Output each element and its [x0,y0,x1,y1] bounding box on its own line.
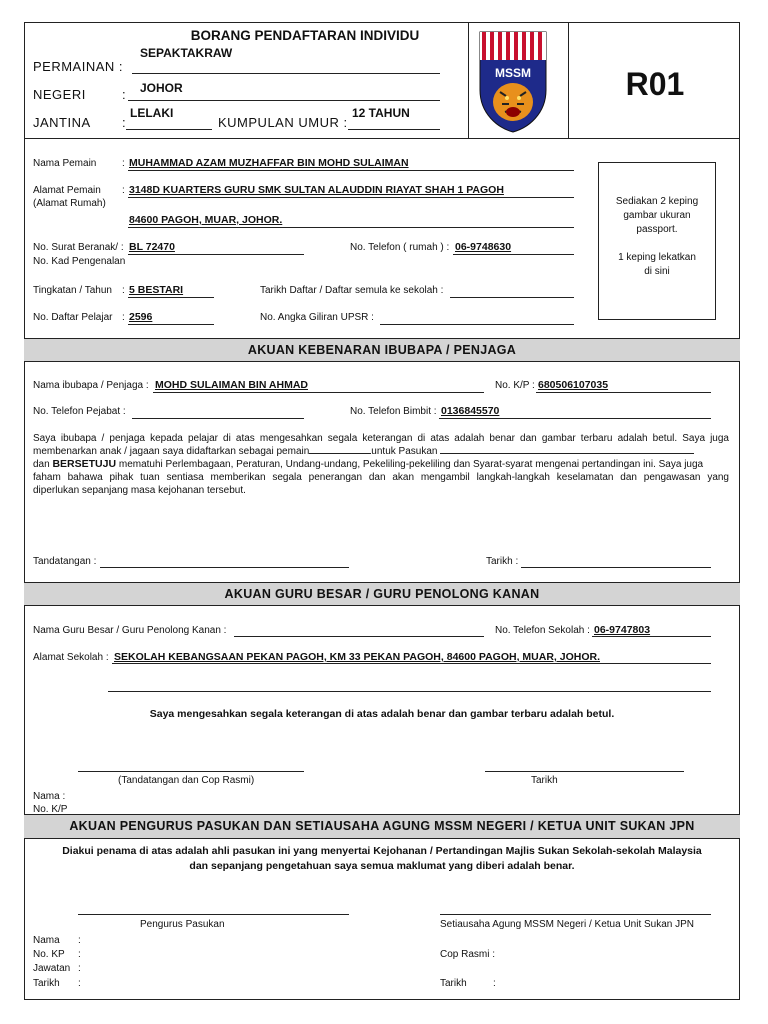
tel-bimbit-label: No. Telefon Bimbit : [350,406,437,417]
colon-2: : [122,185,125,196]
mssm-logo [478,30,548,134]
alamat-sekolah-label: Alamat Sekolah : [33,652,109,663]
header-divider-2 [568,22,569,138]
photo-note-1: Sediakan 2 keping [615,196,699,207]
tel-rumah-value: 06-9748630 [455,241,512,253]
parent-decl-line-2 [33,445,729,458]
tandatangan-line [100,567,349,568]
daftar-pelajar-label: No. Daftar Pelajar [33,312,113,323]
team-tarikh-label: Tarikh [33,978,60,989]
school-section-title: AKUAN GURU BESAR / GURU PENOLONG KANAN [24,582,740,606]
nama-penjaga-line [153,392,484,393]
tarikh-daftar-line [450,297,574,298]
jantina-line [126,129,212,130]
nama-pemain-label: Nama Pemain [33,158,97,169]
header-bottom-line [24,138,740,139]
jantina-colon: : [122,115,127,130]
tel-sekolah-value: 06-9747803 [594,624,651,636]
team-tarikh-colon: : [78,978,81,989]
permainan-value: SEPAKTAKRAW [140,46,233,60]
tarikh-penjaga-label: Tarikh : [486,556,519,567]
guru-sign-caption: (Tandatangan dan Cop Rasmi) [118,775,255,786]
pengurus-sign-line [78,914,349,915]
team-tarikh-right-colon: : [493,978,496,989]
logo-text: MSSM [495,66,531,80]
colon-4: : [122,312,125,323]
kp-penjaga-label: No. K/P : [495,380,535,391]
nama-penjaga-value: MOHD SULAIMAN BIN AHMAD [155,379,309,391]
negeri-colon: : [122,87,127,102]
school-statement: Saya mengesahkan segala keterangan di atas adalah benar dan gambar terbaru adalah betul. [149,708,615,720]
colon-3: : [122,285,125,296]
photo-note-2: gambar ukuran [623,210,691,221]
team-nama-colon: : [78,935,81,946]
form-code: R01 [625,66,685,102]
negeri-line [128,100,440,101]
parent-declaration [33,432,729,497]
team-kp-colon: : [78,949,81,960]
tel-pejabat-label: No. Telefon Pejabat : [33,406,126,417]
negeri-value: JOHOR [140,81,183,95]
surat-beranak-value: BL 72470 [129,241,175,253]
surat-beranak-label: No. Surat Beranak/ : [33,242,124,253]
kp-penjaga-value: 680506107035 [538,379,609,391]
kp-penjaga-line [536,392,711,393]
guru-kp-label: No. K/P [33,804,68,812]
tel-sekolah-label: No. Telefon Sekolah : [495,625,590,636]
team-nama-label: Nama [33,935,60,946]
tel-rumah-line [453,254,574,255]
parent-decl-line-3c: mematuhi Perlembagaan, Peraturan, Undang-undang, Pekeliling-pekeliling dan Syarat-syarat mengenai pertandingan ini. Saya juga [118,459,704,470]
parent-decl-line-4: faham bahawa pihak tuan sentiasa memberikan segala penerangan dan akan mengambil langkah-langkah keselamatan dan pengawasan yang [33,472,729,483]
daftar-pelajar-line [128,324,214,325]
tingkatan-value: 5 BESTARI [129,284,184,296]
team-kp-label: No. KP [33,949,65,960]
kad-pengenalan-label: No. Kad Pengenalan [33,256,126,267]
guru-tarikh-caption: Tarikh [531,775,558,786]
team-statement-2: dan sepanjang pengetahuan saya semua maklumat yang diberi adalah benar. [189,860,575,872]
kumpulan-umur-value: 12 TAHUN [352,106,410,120]
alamat-rumah-label: (Alamat Rumah) [33,198,106,209]
form-title: BORANG PENDAFTARAN INDIVIDU [190,28,420,43]
bersetuju-text: BERSETUJU [52,458,117,470]
guru-tarikh-line [485,771,684,772]
guru-sign-line [78,771,304,772]
pengurus-caption: Pengurus Pasukan [140,919,225,930]
cop-rasmi-label: Cop Rasmi : [440,949,496,960]
tingkatan-label: Tingkatan / Tahun [33,285,112,296]
photo-note-5: di sini [644,266,670,277]
photo-note-4: 1 keping lekatkan [618,252,696,263]
parent-decl-line-3 [33,458,729,471]
setiausaha-sign-line [440,914,711,915]
team-tarikh-right-label: Tarikh [440,978,467,989]
alamat-line-1-rule [128,197,574,198]
team-section-title: AKUAN PENGURUS PASUKAN DAN SETIAUSAHA AGUNG MSSM NEGERI / KETUA UNIT SUKAN JPN [24,814,740,839]
tel-sekolah-line [592,636,711,637]
guru-nama-label: Nama : [33,791,66,802]
alamat-pemain-label: Alamat Pemain [33,185,101,196]
tel-bimbit-line [439,418,711,419]
tarikh-penjaga-line [521,567,711,568]
nama-guru-besar-label: Nama Guru Besar / Guru Penolong Kanan : [33,625,227,636]
team-statement-1: Diakui penama di atas adalah ahli pasukan ini yang menyertai Kejohanan / Pertandingan Majlis Sukan Sekolah-sekolah Malaysia [62,845,702,857]
nama-guru-besar-line [234,636,484,637]
team-jawatan-colon: : [78,963,81,974]
parent-decl-line-2b: untuk Pasukan [371,446,438,457]
colon-1: : [122,158,125,169]
team-jawatan-label: Jawatan [33,963,71,974]
alamat-line-1: 3148D KUARTERS GURU SMK SULTAN ALAUDDIN RIAYAT SHAH 1 PAGOH [129,184,504,196]
alamat-sekolah-line [112,663,711,664]
parent-decl-line-5: diperlukan sepanjang masa kejohanan tersebut. [33,485,246,496]
daftar-pelajar-value: 2596 [129,311,153,323]
upsr-label: No. Angka Giliran UPSR : [260,312,374,323]
nama-pemain-line [128,170,574,171]
alamat-sekolah-line-2 [108,691,711,692]
parent-decl-line-1: Saya ibubapa / penjaga kepada pelajar di atas mengesahkan segala keterangan di atas adalah benar dan gambar terbaru adalah betul. Saya juga [33,433,729,444]
kumpulan-umur-line [348,129,440,130]
surat-beranak-line [128,254,304,255]
permainan-label: PERMAINAN : [33,59,124,74]
jantina-value: LELAKI [130,106,174,120]
kumpulan-umur-label: KUMPULAN UMUR : [218,115,348,130]
tandatangan-label: Tandatangan : [33,556,97,567]
photo-box [598,162,716,320]
parent-decl-dan: dan [33,459,50,470]
upsr-line [380,324,574,325]
photo-note-3: passport. [636,224,678,235]
parent-section-title: AKUAN KEBENARAN IBUBAPA / PENJAGA [24,338,740,362]
negeri-label: NEGERI [33,87,86,102]
tingkatan-line [128,297,214,298]
parent-decl-line-2a: membenarkan anak / jagaan saya didaftarkan sebagai pemain [33,446,310,457]
tarikh-daftar-label: Tarikh Daftar / Daftar semula ke sekolah : [260,285,444,296]
tel-rumah-label: No. Telefon ( rumah ) : [350,242,450,253]
setiausaha-caption: Setiausaha Agung MSSM Negeri / Ketua Unit Sukan JPN [440,919,695,930]
header-divider-1 [468,22,469,138]
nama-pemain-value: MUHAMMAD AZAM MUZHAFFAR BIN MOHD SULAIMAN [129,157,409,169]
jantina-label: JANTINA [33,115,91,130]
nama-penjaga-label: Nama ibubapa / Penjaga : [33,380,149,391]
alamat-sekolah-value: SEKOLAH KEBANGSAAN PEKAN PAGOH, KM 33 PEKAN PAGOH, 84600 PAGOH, MUAR, JOHOR. [114,651,600,663]
alamat-line-2-rule [128,227,574,228]
tel-pejabat-line [132,418,304,419]
permainan-line [132,73,440,74]
alamat-line-2: 84600 PAGOH, MUAR, JOHOR. [129,214,283,226]
tel-bimbit-value: 0136845570 [441,405,500,417]
